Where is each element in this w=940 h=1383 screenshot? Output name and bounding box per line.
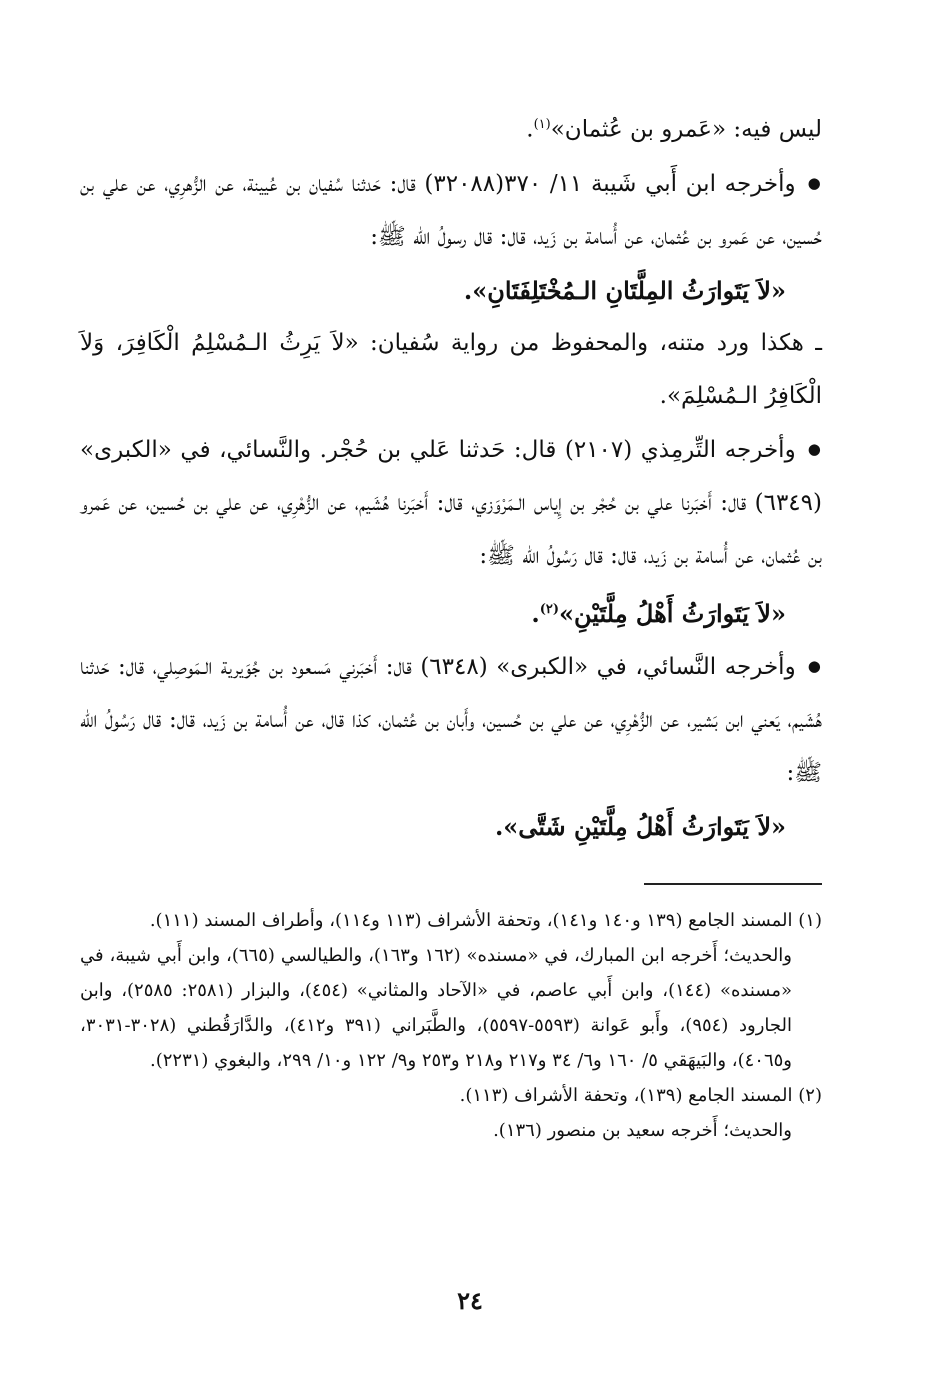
footnote-1-sources: (١) المسند الجامع (١٣٩ و١٤٠ و١٤١)، وتحفة الأشراف (١١٣ و١١٤)، وأطراف المسند (١١١). — [149, 909, 822, 931]
continuation-line: ليس فيه: «عَمرو بن عُثمان»$^{(١)}$. — [526, 116, 822, 143]
footnote-1-hadith: والحديث؛ أَخرجه ابن المبارك، في «مسنده» (١٦٢ و١٦٣)، والطيالسي (٦٦٥)، وابن أَبي شيبة، في «مسنده» (١٤٤)، وابن أَبي عاصم، في «الآحاد والمثاني» (٤٥٤)، والبزار (٢٥٨١: ٢٥٨٥)، وابن الجارود (٩٥٤)، وأَبو عَوانة (٥٥٩٣-٥٥٩٧)، والطَّبَراني (٣٩١ و٤١٢)، والدَّارَقُطني (٣٠٢٨-٣٠٣١، و٤٠٦٥)، والبَيهَقي ٥/ ١٦٠ و٦/ ٣٤ و٢١٧ و٢١٨ و٢٥٣ و٩/ ١٢٢ و١٠/ ٢٩٩، والبغوي (٢٢٣١). — [80, 944, 793, 1071]
footnote-separator — [644, 883, 822, 885]
footnote-2-sources: (٢) المسند الجامع (١٣٩)، وتحفة الأشراف (١١٣). — [459, 1084, 822, 1106]
hadith-text-1: «لاَ يَتَوارَثُ المِلَّتَانِ الـمُخْتَلِفَتَانِ». — [463, 275, 786, 305]
footnote-ref-1[interactable]: (١) — [533, 117, 551, 132]
hadith-text-2: «لاَ يَتَوارَثُ أَهْلُ مِلَّتَيْنِ»$^{(٢)}$. — [531, 598, 786, 628]
paragraph-note-sufyan: ـ هكذا ورد متنه، والمحفوظ من رواية سُفيان: «لاَ يَرِثُ الـمُسْلِمُ الْكَافِرَ، وَلاَ الْكَافِرُ الـمُسْلِمَ». — [80, 329, 822, 409]
paragraph-ibn-abi-shaybah: ● وأخرجه ابن أَبي شَيبة ١١/ ٣٧٠(٣٢٠٨٨) قال: حَدثنا سُفيان بن عُيينة، عن الزُّهرِي، عن علي بن حُسين، عن عَمرو بن عُثمان، عن أُسامة بن زَيد، قال: قال رسولُ الله ﷺ: — [80, 157, 822, 264]
footnote-ref-2[interactable]: (٢) — [539, 601, 560, 617]
paragraph-tirmidhi: ● وأخرجه التِّرمِذي (٢١٠٧) قال: حَدثنا عَلي بن حُجْر. والنَّسائي، في «الكبرى» (٦٣٤٩) قال: أَخبَرنا علي بن حُجْر بن إِياس الـمَرْوَزي، قال: أَخبَرنا هُشَيم، عن الزُّهْرِي، عن علي بن حُسين، عن عَمرو بن عُثمان، عن أُسامة بن زَيد، قال: قال رَسُولُ الله ﷺ: — [80, 423, 822, 583]
page-number: ٢٤ — [457, 1286, 483, 1315]
main-text — [80, 98, 822, 853]
footnotes — [80, 903, 822, 1148]
footnote-2-hadith: والحديث؛ أَخرجه سعيد بن منصور (١٣٦). — [493, 1119, 792, 1141]
paragraph-nasai: ● وأخرجه النَّسائي، في «الكبرى» (٦٣٤٨) قال: أَخبَرني مَسعود بن جُوَيرية الـمَوصِلي، قال: حَدثنا هُشَيم، يَعني ابن بَشير، عن الزُّهْرِي، عن علي بن حُسين، وأَبان بن عُثمان، كذا قال، عن أُسامة بن زَيد، قال: قال رَسُولُ الله ﷺ: — [80, 640, 822, 800]
hadith-text-3: «لاَ يَتَوارَثُ أَهْلُ مِلَّتَيْنِ شَتَّى». — [494, 811, 786, 841]
page-body — [80, 98, 822, 1148]
